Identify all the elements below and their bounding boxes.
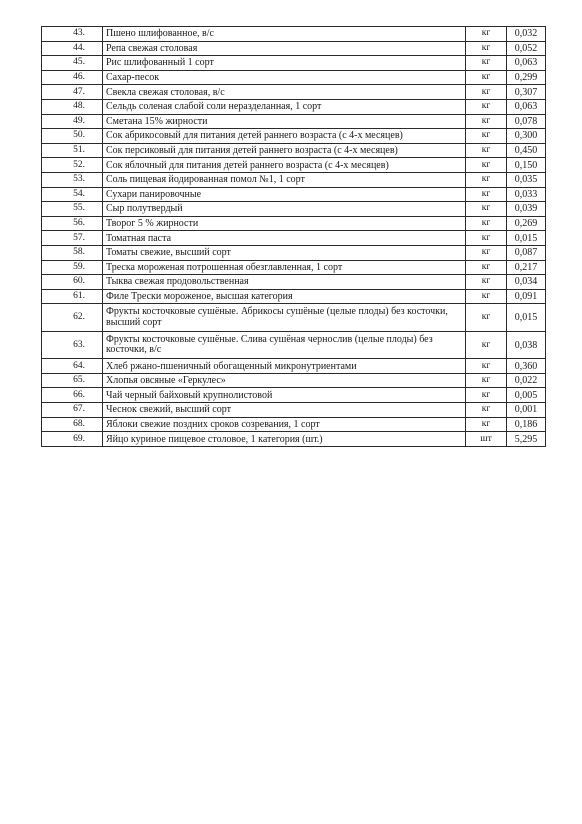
product-name: Сыр полутвердый [103,202,466,217]
product-name: Сметана 15% жирности [103,114,466,129]
table-row [42,373,546,388]
table-row [42,403,546,418]
quantity-value: 0,015 [507,304,546,332]
table-row [42,99,546,114]
product-name: Соль пищевая йодированная помол №1, 1 сорт [103,172,466,187]
row-number: 59. [42,260,103,275]
unit-of-measure: кг [466,27,507,42]
table-row [42,41,546,56]
product-name: Хлеб ржано-пшеничный обогащенный микронутриентами [103,359,466,374]
product-name: Сахар-песок [103,70,466,85]
table-row [42,27,546,42]
product-name: Тыква свежая продовольственная [103,275,466,290]
unit-of-measure: кг [466,403,507,418]
product-name: Свекла свежая столовая, в/с [103,85,466,100]
row-number: 48. [42,99,103,114]
quantity-value: 0,360 [507,359,546,374]
row-number: 49. [42,114,103,129]
unit-of-measure: кг [466,359,507,374]
products-table-body [42,27,546,447]
row-number: 45. [42,56,103,71]
quantity-value: 0,033 [507,187,546,202]
unit-of-measure: кг [466,260,507,275]
table-row [42,388,546,403]
unit-of-measure: шт [466,432,507,447]
quantity-value: 0,150 [507,158,546,173]
table-row [42,187,546,202]
row-number: 44. [42,41,103,56]
unit-of-measure: кг [466,216,507,231]
quantity-value: 0,035 [507,172,546,187]
product-name: Сельдь соленая слабой соли неразделанная, 1 сорт [103,99,466,114]
table-row [42,331,546,359]
row-number: 54. [42,187,103,202]
product-name: Филе Трески мороженое, высшая категория [103,289,466,304]
table-row [42,260,546,275]
products-table [41,26,546,447]
quantity-value: 0,091 [507,289,546,304]
table-row [42,216,546,231]
table-row [42,275,546,290]
table-row [42,129,546,144]
unit-of-measure: кг [466,231,507,246]
unit-of-measure: кг [466,331,507,359]
row-number: 66. [42,388,103,403]
unit-of-measure: кг [466,114,507,129]
unit-of-measure: кг [466,245,507,260]
product-name: Рис шлифованный 1 сорт [103,56,466,71]
quantity-value: 0,300 [507,129,546,144]
row-number: 51. [42,143,103,158]
quantity-value: 0,015 [507,231,546,246]
table-row [42,56,546,71]
unit-of-measure: кг [466,275,507,290]
table-row [42,359,546,374]
quantity-value: 0,078 [507,114,546,129]
product-name: Сок абрикосовый для питания детей раннего возраста (с 4-х месяцев) [103,129,466,144]
product-name: Фрукты косточковые сушёные. Слива сушёная чернослив (целые плоды) без косточки, в/с [103,331,466,359]
quantity-value: 0,038 [507,331,546,359]
row-number: 69. [42,432,103,447]
quantity-value: 0,269 [507,216,546,231]
unit-of-measure: кг [466,158,507,173]
unit-of-measure: кг [466,202,507,217]
table-row [42,202,546,217]
product-name: Хлопья овсяные «Геркулес» [103,373,466,388]
table-row [42,143,546,158]
table-row [42,114,546,129]
row-number: 55. [42,202,103,217]
product-name: Творог 5 % жирности [103,216,466,231]
unit-of-measure: кг [466,388,507,403]
product-name: Пшено шлифованное, в/с [103,27,466,42]
row-number: 65. [42,373,103,388]
quantity-value: 0,063 [507,56,546,71]
row-number: 46. [42,70,103,85]
product-name: Томатная паста [103,231,466,246]
unit-of-measure: кг [466,304,507,332]
row-number: 43. [42,27,103,42]
table-row [42,432,546,447]
quantity-value: 0,186 [507,417,546,432]
product-name: Чеснок свежий, высший сорт [103,403,466,418]
product-name: Фрукты косточковые сушёные. Абрикосы сушёные (целые плоды) без косточки, высший сорт [103,304,466,332]
row-number: 52. [42,158,103,173]
unit-of-measure: кг [466,172,507,187]
quantity-value: 0,052 [507,41,546,56]
quantity-value: 0,299 [507,70,546,85]
unit-of-measure: кг [466,373,507,388]
table-row [42,289,546,304]
row-number: 47. [42,85,103,100]
table-row [42,231,546,246]
unit-of-measure: кг [466,41,507,56]
product-name: Томаты свежие, высший сорт [103,245,466,260]
unit-of-measure: кг [466,70,507,85]
row-number: 67. [42,403,103,418]
quantity-value: 0,307 [507,85,546,100]
quantity-value: 0,450 [507,143,546,158]
row-number: 58. [42,245,103,260]
quantity-value: 0,034 [507,275,546,290]
quantity-value: 0,087 [507,245,546,260]
unit-of-measure: кг [466,289,507,304]
product-name: Яблоки свежие поздних сроков созревания, 1 сорт [103,417,466,432]
product-name: Треска мороженая потрошенная обезглавленная, 1 сорт [103,260,466,275]
table-row [42,245,546,260]
product-name: Чай черный байховый крупнолистовой [103,388,466,403]
product-name: Репа свежая столовая [103,41,466,56]
row-number: 64. [42,359,103,374]
quantity-value: 0,063 [507,99,546,114]
unit-of-measure: кг [466,143,507,158]
quantity-value: 0,022 [507,373,546,388]
row-number: 63. [42,331,103,359]
product-name: Сок персиковый для питания детей раннего возраста (с 4-х месяцев) [103,143,466,158]
quantity-value: 0,217 [507,260,546,275]
table-row [42,70,546,85]
product-name: Сухари панировочные [103,187,466,202]
product-name: Яйцо куриное пищевое столовое, 1 категория (шт.) [103,432,466,447]
row-number: 62. [42,304,103,332]
row-number: 50. [42,129,103,144]
row-number: 61. [42,289,103,304]
unit-of-measure: кг [466,56,507,71]
unit-of-measure: кг [466,187,507,202]
table-row [42,304,546,332]
row-number: 60. [42,275,103,290]
quantity-value: 0,039 [507,202,546,217]
row-number: 56. [42,216,103,231]
table-row [42,417,546,432]
unit-of-measure: кг [466,417,507,432]
table-row [42,158,546,173]
quantity-value: 5,295 [507,432,546,447]
table-row [42,172,546,187]
quantity-value: 0,001 [507,403,546,418]
row-number: 68. [42,417,103,432]
unit-of-measure: кг [466,129,507,144]
quantity-value: 0,032 [507,27,546,42]
unit-of-measure: кг [466,99,507,114]
unit-of-measure: кг [466,85,507,100]
row-number: 57. [42,231,103,246]
product-name: Сок яблочный для питания детей раннего возраста (с 4-х месяцев) [103,158,466,173]
quantity-value: 0,005 [507,388,546,403]
table-row [42,85,546,100]
row-number: 53. [42,172,103,187]
